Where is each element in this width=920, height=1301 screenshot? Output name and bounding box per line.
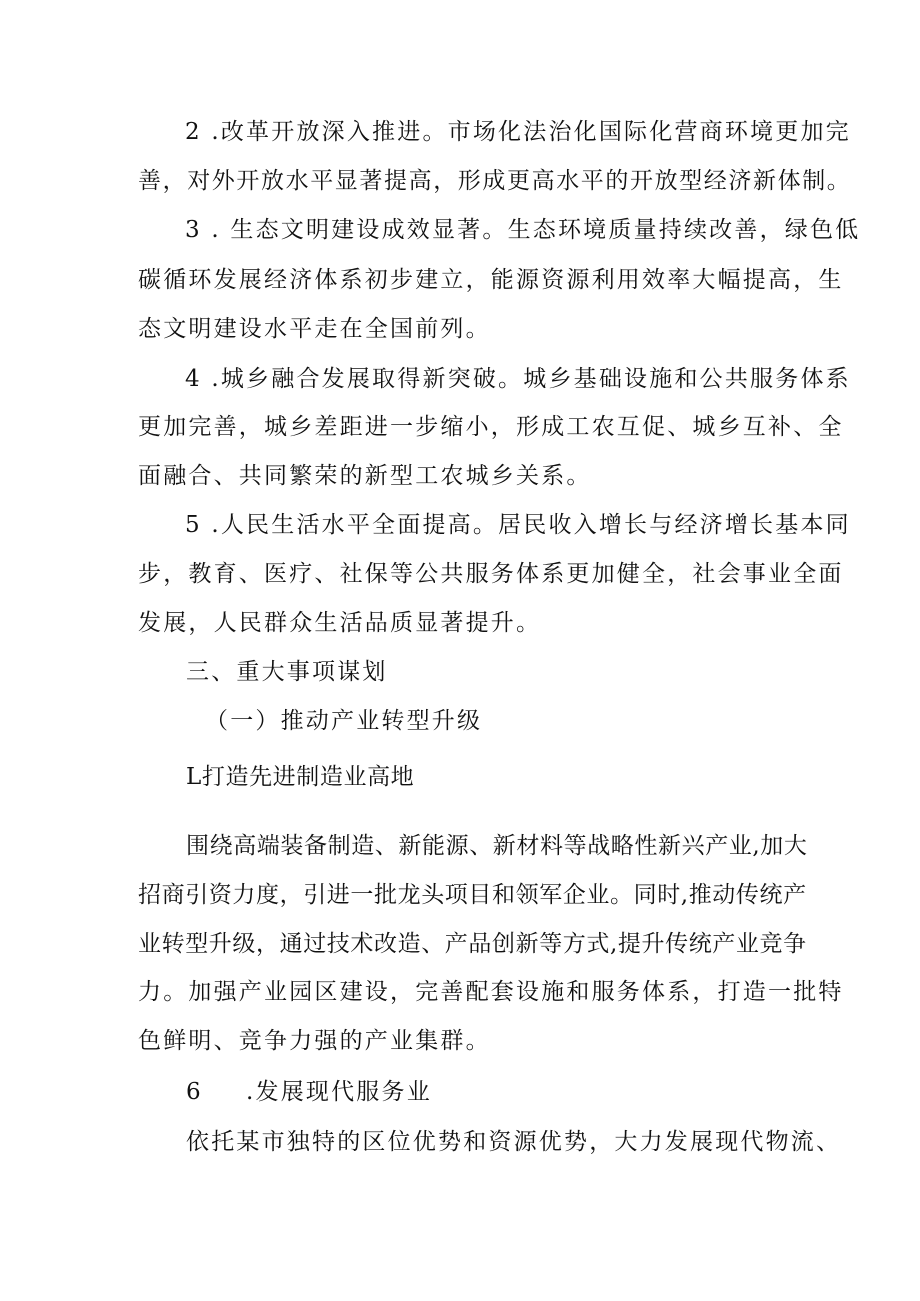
item-heading-1: L打造先进制造业高地 bbox=[186, 764, 415, 790]
section-heading: 三、重大事项谋划 bbox=[186, 659, 388, 685]
subsection-heading: （一）推动产业转型升级 bbox=[205, 708, 483, 734]
para4-line2: 更加完善，城乡差距进一步缩小，形成工农互促、城乡互补、全 bbox=[138, 414, 844, 440]
para3-line3: 态文明建设水平走在全国前列。 bbox=[138, 316, 491, 342]
para5-line2: 步，教育、医疗、社保等公共服务体系更加健全，社会事业全面 bbox=[138, 561, 844, 587]
para4-line1: 4 .城乡融合发展取得新突破。城乡基础设施和公共服务体系 bbox=[185, 366, 851, 392]
para3-line1: 3 . 生态文明建设成效显著。生态环境质量持续改善，绿色低 bbox=[185, 217, 861, 243]
body-line2: 招商引资力度，引进一批龙头项目和领军企业。同时,推动传统产 bbox=[138, 882, 807, 908]
body-line1: 围绕高端装备制造、新能源、新材料等战略性新兴产业,加大 bbox=[186, 833, 808, 859]
body-line4: 力。加强产业园区建设，完善配套设施和服务体系，打造一批特 bbox=[138, 979, 844, 1005]
body-line6: 依托某市独特的区位优势和资源优势，大力发展现代物流、 bbox=[186, 1129, 842, 1155]
item-number-6: 6 bbox=[186, 1079, 203, 1105]
para5-line1: 5 .人民生活水平全面提高。居民收入增长与经济增长基本同 bbox=[185, 512, 851, 538]
para2-line2: 善，对外开放水平显著提高，形成更高水平的开放型经济新体制。 bbox=[138, 168, 852, 194]
body-line3: 业转型升级，通过技术改造、产品创新等方式,提升传统产业竞争 bbox=[138, 931, 807, 957]
item-heading-6: .发展现代服务业 bbox=[246, 1079, 432, 1105]
body-line5: 色鲜明、竞争力强的产业集群。 bbox=[138, 1028, 491, 1054]
para4-line3: 面融合、共同繁荣的新型工农城乡关系。 bbox=[138, 463, 592, 489]
para5-line3: 发展，人民群众生活品质显著提升。 bbox=[138, 610, 542, 636]
para3-line2: 碳循环发展经济体系初步建立，能源资源利用效率大幅提高，生 bbox=[138, 267, 844, 293]
para2-line1: 2 .改革开放深入推进。市场化法治化国际化营商环境更加完 bbox=[185, 119, 851, 145]
